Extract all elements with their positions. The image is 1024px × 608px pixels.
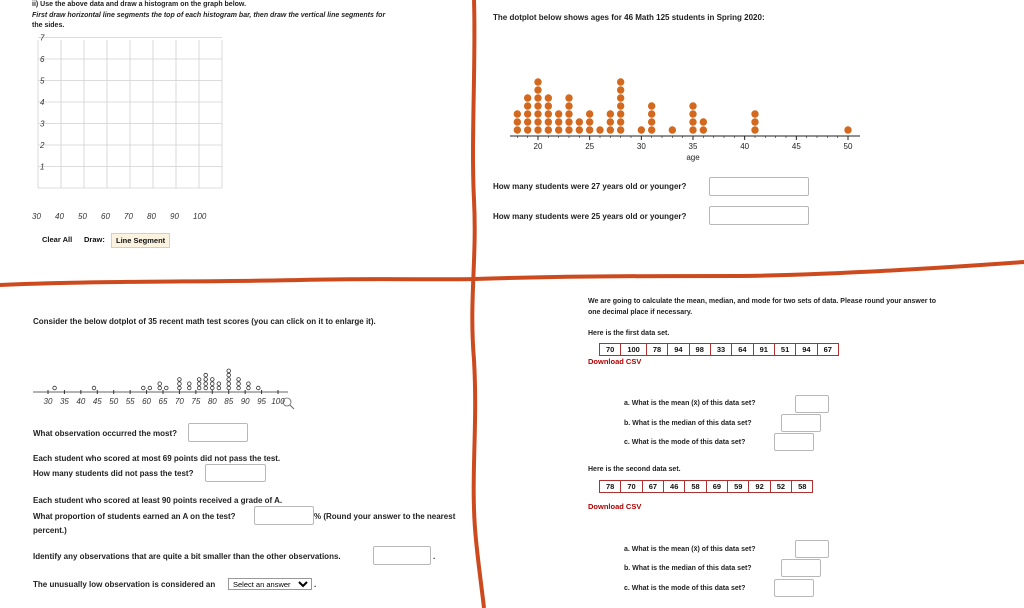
score-dot (210, 378, 214, 382)
first-data-cell: 78 (646, 344, 667, 356)
first-median-label: b. What is the median of this data set? (624, 420, 752, 427)
score-tick-label: 55 (125, 397, 135, 406)
age-dot (565, 102, 572, 109)
age-dot (534, 102, 541, 109)
age-dot (596, 126, 603, 133)
score-tick-label: 95 (257, 397, 267, 406)
age-dot (565, 110, 572, 117)
second-median-label: b. What is the median of this data set? (624, 565, 752, 572)
score-tick-label: 35 (59, 397, 69, 406)
score-dot (148, 386, 152, 390)
q2-question-2: How many students were 25 years old or younger? (493, 212, 687, 221)
age-tick-label: 40 (740, 142, 750, 151)
age-dot (617, 110, 624, 117)
first-data-cell: 100 (621, 344, 647, 356)
age-dot (617, 102, 624, 109)
second-mode-input[interactable] (774, 579, 814, 597)
age-dot (700, 118, 707, 125)
score-dot (227, 373, 231, 377)
score-dot (187, 386, 191, 390)
score-dot (204, 373, 208, 377)
age-dot (751, 118, 758, 125)
q2-answer-1-input[interactable] (709, 177, 809, 196)
magnifier-handle (290, 405, 294, 409)
q1-instruction-3: the sides. (32, 22, 65, 29)
second-mean-input[interactable] (795, 540, 829, 558)
score-dot (178, 378, 182, 382)
first-data-cell: 70 (600, 344, 621, 356)
q2-title: The dotplot below shows ages for 46 Math 125 students in Spring 2020: (493, 13, 765, 22)
score-dot (53, 386, 57, 390)
score-dot (204, 378, 208, 382)
second-data-cell: 70 (621, 481, 642, 493)
first-mean-input[interactable] (795, 395, 829, 413)
age-dot (669, 126, 676, 133)
score-tick-label: 75 (191, 397, 201, 406)
second-data-cell: 58 (792, 481, 813, 493)
score-dot (217, 386, 221, 390)
score-tick-label: 90 (240, 397, 250, 406)
not-pass-input[interactable] (205, 464, 266, 482)
period-2: . (314, 580, 317, 589)
score-tick-label: 60 (142, 397, 152, 406)
age-dot (514, 110, 521, 117)
score-dot (187, 382, 191, 386)
age-dot (555, 110, 562, 117)
x-tick-label: 70 (124, 212, 133, 221)
histogram-grid[interactable] (28, 33, 248, 230)
score-dot (247, 382, 251, 386)
score-dot (247, 386, 251, 390)
q3-pass-rule: Each student who scored at most 69 points did not pass the test. (33, 454, 281, 463)
age-tick-label: 45 (791, 142, 801, 151)
age-dot (565, 94, 572, 101)
age-tick-label: 20 (533, 142, 543, 151)
score-dot (197, 378, 201, 382)
age-dot (648, 126, 655, 133)
y-tick-label: 3 (40, 119, 45, 129)
download-csv-link-1[interactable]: Download CSV (588, 357, 642, 366)
second-data-cell: 67 (642, 481, 663, 493)
age-dot (648, 118, 655, 125)
x-tick-label: 30 (32, 212, 41, 221)
age-tick-label: 30 (636, 142, 646, 151)
age-dot (534, 78, 541, 85)
second-data-cell: 46 (664, 481, 685, 493)
y-tick-label: 5 (40, 76, 45, 86)
age-dot (524, 94, 531, 101)
age-tick-label: 25 (585, 142, 595, 151)
period: . (433, 552, 436, 561)
score-dot (256, 386, 260, 390)
q3-unusual-label: The unusually low observation is considered an (33, 580, 216, 589)
line-segment-button[interactable]: Line Segment (111, 233, 170, 248)
q2-answer-2-input[interactable] (709, 206, 809, 225)
y-tick-label: 7 (40, 33, 45, 43)
score-dot (197, 382, 201, 386)
age-dot (534, 126, 541, 133)
score-dot (237, 386, 241, 390)
age-tick-label: 35 (688, 142, 698, 151)
age-dot (576, 126, 583, 133)
age-dot (576, 118, 583, 125)
score-dot (227, 386, 231, 390)
q1-instruction-1: ii) Use the above data and draw a histogram on the graph below. (32, 1, 247, 8)
q3-notpass-label: How many students did not pass the test? (33, 469, 194, 478)
second-mode-label: c. What is the mode of this data set? (624, 585, 746, 592)
age-dot (648, 102, 655, 109)
score-tick-label: 30 (43, 397, 53, 406)
age-dot (617, 86, 624, 93)
age-dot (545, 110, 552, 117)
score-tick-label: 70 (174, 397, 184, 406)
age-dot (607, 118, 614, 125)
score-tick-label: 50 (109, 397, 119, 406)
age-dot (545, 102, 552, 109)
age-dot (844, 126, 851, 133)
y-tick-label: 2 (40, 141, 45, 150)
age-dot (586, 126, 593, 133)
age-dot (638, 126, 645, 133)
age-dot (545, 94, 552, 101)
y-tick-label: 6 (40, 55, 45, 64)
age-dot (617, 78, 624, 85)
score-tick-label: 85 (224, 397, 234, 406)
score-dot (227, 369, 231, 373)
age-dot (555, 126, 562, 133)
age-dot (689, 126, 696, 133)
age-dot (617, 126, 624, 133)
q1-instruction-2: First draw horizontal line segments the top of each histogram bar, then draw the vertical line segments for (32, 12, 386, 19)
second-median-input[interactable] (781, 559, 821, 577)
q2-question-1: How many students were 27 years old or younger? (493, 182, 687, 191)
age-dot (534, 86, 541, 93)
score-dot (237, 378, 241, 382)
q3-a-rule: Each student who scored at least 90 points received a grade of A. (33, 496, 283, 505)
age-dot (555, 118, 562, 125)
age-dot (524, 118, 531, 125)
y-tick-label: 4 (40, 98, 45, 107)
age-dot (545, 126, 552, 133)
score-dot (164, 386, 168, 390)
first-data-cell: 33 (710, 344, 731, 356)
clear-all-button[interactable]: Clear All (42, 235, 73, 244)
draw-label: Draw: (84, 235, 105, 244)
score-dot (178, 386, 182, 390)
x-tick-label: 100 (193, 212, 207, 221)
age-dot (617, 94, 624, 101)
age-dot (751, 126, 758, 133)
second-data-cell: 78 (600, 481, 621, 493)
second-data-cell: 58 (685, 481, 706, 493)
first-data-cell: 98 (689, 344, 710, 356)
score-tick-label: 65 (158, 397, 168, 406)
q4-intro-2: one decimal place if necessary. (588, 309, 693, 316)
first-mode-input[interactable] (774, 433, 814, 451)
age-dot (565, 126, 572, 133)
second-data-cell: 59 (728, 481, 749, 493)
first-median-input[interactable] (781, 414, 821, 432)
x-tick-label: 80 (147, 212, 156, 221)
age-dotplot[interactable] (505, 65, 865, 165)
q3-most-label: What observation occurred the most? (33, 429, 178, 438)
age-dot (524, 110, 531, 117)
second-data-table (599, 480, 813, 493)
x-tick-label: 60 (101, 212, 110, 221)
age-axis-label: age (686, 153, 700, 162)
test-score-dotplot[interactable] (30, 360, 300, 415)
q3-intro: Consider the below dotplot of 35 recent math test scores (you can click on it to enlarge it). (33, 317, 376, 326)
score-dot (92, 386, 96, 390)
second-mean-label: a. What is the mean (x̄) of this data set? (624, 546, 756, 553)
first-data-cell: 91 (753, 344, 774, 356)
age-dot (700, 126, 707, 133)
age-tick-label: 50 (843, 142, 853, 151)
age-dot (514, 118, 521, 125)
score-dot (227, 382, 231, 386)
x-tick-label: 40 (55, 212, 64, 221)
age-dot (607, 110, 614, 117)
second-data-cell: 52 (770, 481, 791, 493)
age-dot (586, 118, 593, 125)
first-data-cell: 67 (817, 344, 838, 356)
x-tick-label: 50 (78, 212, 87, 221)
second-set-label: Here is the second data set. (588, 466, 681, 473)
age-dot (545, 118, 552, 125)
age-dot (648, 110, 655, 117)
x-tick-label: 90 (170, 212, 179, 221)
second-data-cell: 69 (706, 481, 727, 493)
age-dot (607, 126, 614, 133)
download-csv-link-2[interactable]: Download CSV (588, 502, 642, 511)
second-data-cell: 92 (749, 481, 770, 493)
y-tick-label: 1 (40, 162, 45, 172)
smaller-observations-input[interactable] (373, 546, 431, 565)
score-dot (141, 386, 145, 390)
score-dot (178, 382, 182, 386)
score-dot (197, 386, 201, 390)
q3-smaller-label: Identify any observations that are quite a bit smaller than the other observations. (33, 552, 341, 561)
vertical-divider-line (472, 0, 484, 608)
age-dot (751, 110, 758, 117)
q3-prop-suffix: % (Round your answer to the nearest (314, 512, 456, 521)
first-data-cell: 51 (774, 344, 795, 356)
score-dot (217, 382, 221, 386)
score-tick-label: 80 (207, 397, 217, 406)
first-data-cell: 94 (796, 344, 817, 356)
score-tick-label: 100 (271, 397, 285, 406)
score-dot (210, 382, 214, 386)
score-dot (158, 382, 162, 386)
score-dot (158, 386, 162, 390)
score-dot (227, 378, 231, 382)
q3-prop-label: What proportion of students earned an A on the test? (33, 512, 236, 521)
age-dot (689, 110, 696, 117)
age-dot (534, 94, 541, 101)
score-tick-label: 40 (76, 397, 86, 406)
score-dot (210, 386, 214, 390)
age-dot (586, 110, 593, 117)
first-mean-label: a. What is the mean (x̄) of this data set? (624, 400, 756, 407)
proportion-input[interactable] (254, 506, 314, 525)
age-dot (689, 102, 696, 109)
q4-intro-1: We are going to calculate the mean, median, and mode for two sets of data. Please round your answer to (588, 298, 937, 305)
score-dot (204, 382, 208, 386)
age-dot (617, 118, 624, 125)
age-dot (534, 118, 541, 125)
score-dot (237, 382, 241, 386)
first-data-cell: 64 (732, 344, 753, 356)
age-dot (514, 126, 521, 133)
first-mode-label: c. What is the mode of this data set? (624, 439, 746, 446)
age-dot (534, 110, 541, 117)
first-data-table (599, 343, 839, 356)
age-dot (524, 126, 531, 133)
score-tick-label: 45 (92, 397, 102, 406)
unusual-select[interactable] (228, 578, 312, 590)
age-dot (689, 118, 696, 125)
age-dot (524, 102, 531, 109)
q3-prop-suffix-2: percent.) (33, 526, 67, 535)
age-dot (565, 118, 572, 125)
first-data-cell: 94 (668, 344, 689, 356)
most-observation-input[interactable] (188, 423, 248, 442)
first-set-label: Here is the first data set. (588, 330, 670, 337)
horizontal-divider-line (0, 262, 1024, 285)
score-dot (204, 386, 208, 390)
